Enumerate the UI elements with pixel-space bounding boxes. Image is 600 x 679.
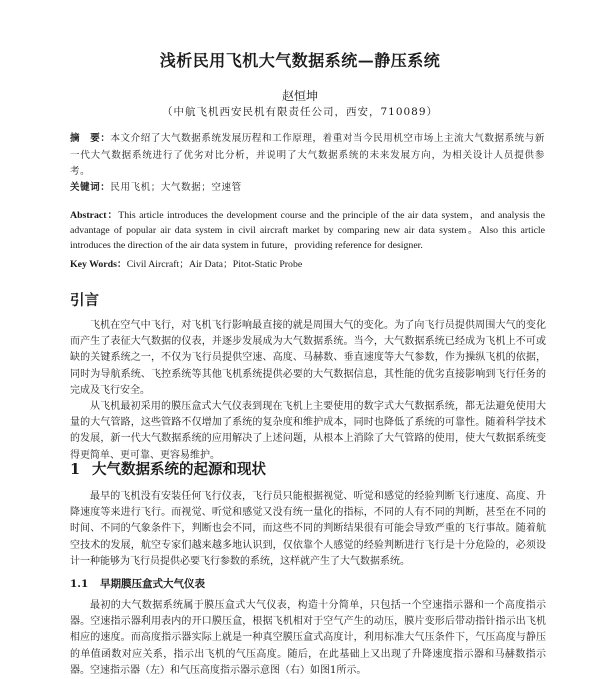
paragraph: 最早的飞机没有安装任何飞行仪表，飞行员只能根据视觉、听觉和感觉的经验判断飞行速度、高度、升降速度等来进行飞行。而视觉、听觉和感觉又没有统一量化的指标，不同的人有不同的判断，甚至在不同的时间、不同的气象条件下，判断也会不同，而这些不同的判断结果很有可能会导致严重的飞行事故。随着航空技术的发展，航空专家们越来越多地认识到，仅依靠个人感觉的经验判断进行飞行是十分危险的，必须设计一种能够为飞行员提供必要飞行参数的系统，这样就产生了大气数据系统。	[70, 491, 546, 567]
section-1-1-heading	[70, 576, 205, 591]
section-1-body	[70, 489, 546, 570]
keywords-en	[70, 257, 545, 274]
abstract-cn-label: 摘 要：	[70, 133, 111, 144]
abstract-en-text: This article introduces the development course and the principle of the air data system，and analysis the advantage of popular air data system in civil aircraft market by comparing new air data system。Also this article introduces the direction of the air data system in future，providing reference for designer.	[70, 210, 545, 251]
abstract-en	[70, 208, 545, 253]
abstract-cn-text: 本文介绍了大气数据系统发展历程和工作原理，着重对当今民用机空市场上主流大气数据系统与新一代大气数据系统进行了优劣对比分析，并说明了大气数据系统的未来发展方向，为相关设计人员提供参考。	[70, 133, 545, 177]
section-1-1-body	[70, 598, 546, 679]
keywords-en-text: Civil Aircraft；Air Data；Pitot-Static Probe	[126, 259, 303, 270]
intro-heading: 引言	[70, 292, 99, 309]
paragraph: 飞机在空气中飞行，对飞机飞行影响最直接的就是周围大气的变化。为了向飞行员提供周围大气的变化而产生了表征大气数据的仪表，并逐步发展成为大气数据系统。当今，大气数据系统已经成为飞机上不可或缺的关键系统之一，不仅为飞行员提供空速、高度、马赫数、垂直速度等大气参数，作为操纵飞机的依据，同时为导航系统、飞控系统等其他飞机系统提供必要的大气数据信息，其性能的优劣直接影响到飞行任务的完成及飞行安全。	[70, 320, 546, 396]
section-1-1-number: 1.1	[70, 578, 89, 590]
section-1-1-title: 早期膜压盒式大气仪表	[100, 578, 205, 590]
keywords-cn-label: 关键词：	[70, 182, 111, 193]
paragraph: 最初的大气数据系统属于膜压盒式大气仪表，构造十分简单，只包括一个空速指示器和一个高度指示器。空速指示器利用表内的开口膜压盒，根据飞机相对于空气产生的动压，膜片变形后带动指针指示出飞机相应的速度。而高度指示器实际上就是一种真空膜压盒式高度计，利用标准大气压条件下，气压高度与静压的单值函数对应关系，指示出飞机的气压高度。随后，在此基础上又出现了升降速度指示器和马赫数指示器。空速指示器（左）和气压高度指示器示意图（右）如图1所示。	[70, 600, 546, 676]
paragraph: 从飞机最初采用的膜压盒式大气仪表到现在飞机上主要使用的数字式大气数据系统，都无法避免使用大量的大气管路，这些管路不仅增加了系统的复杂度和维护成本，同时也降低了系统的可靠性。随着科学技术的发展，新一代大气数据系统的应用解决了上述问题，从根本上消除了大气管路的使用，使大气数据系统变得更简单、更可靠、更容易维护。	[70, 401, 546, 461]
keywords-cn	[70, 180, 545, 197]
author-name: 赵恒坤	[281, 89, 318, 103]
abstract-cn	[70, 131, 545, 181]
author-affiliation: （中航飞机西安民机有限责任公司，西安，710089）	[161, 106, 439, 118]
section-1-number: 1	[70, 461, 81, 478]
keywords-en-label: Key Words：	[70, 259, 127, 270]
section-1-title: 大气数据系统的起源和现状	[92, 461, 266, 478]
intro-body	[70, 318, 546, 464]
section-1-heading	[70, 458, 266, 479]
keywords-cn-text: 民用飞机；大气数据；空速管	[110, 182, 242, 193]
abstract-en-label: Abstract：	[70, 210, 119, 221]
paper-title: 浅析民用飞机大气数据系统—静压系统	[159, 51, 441, 70]
